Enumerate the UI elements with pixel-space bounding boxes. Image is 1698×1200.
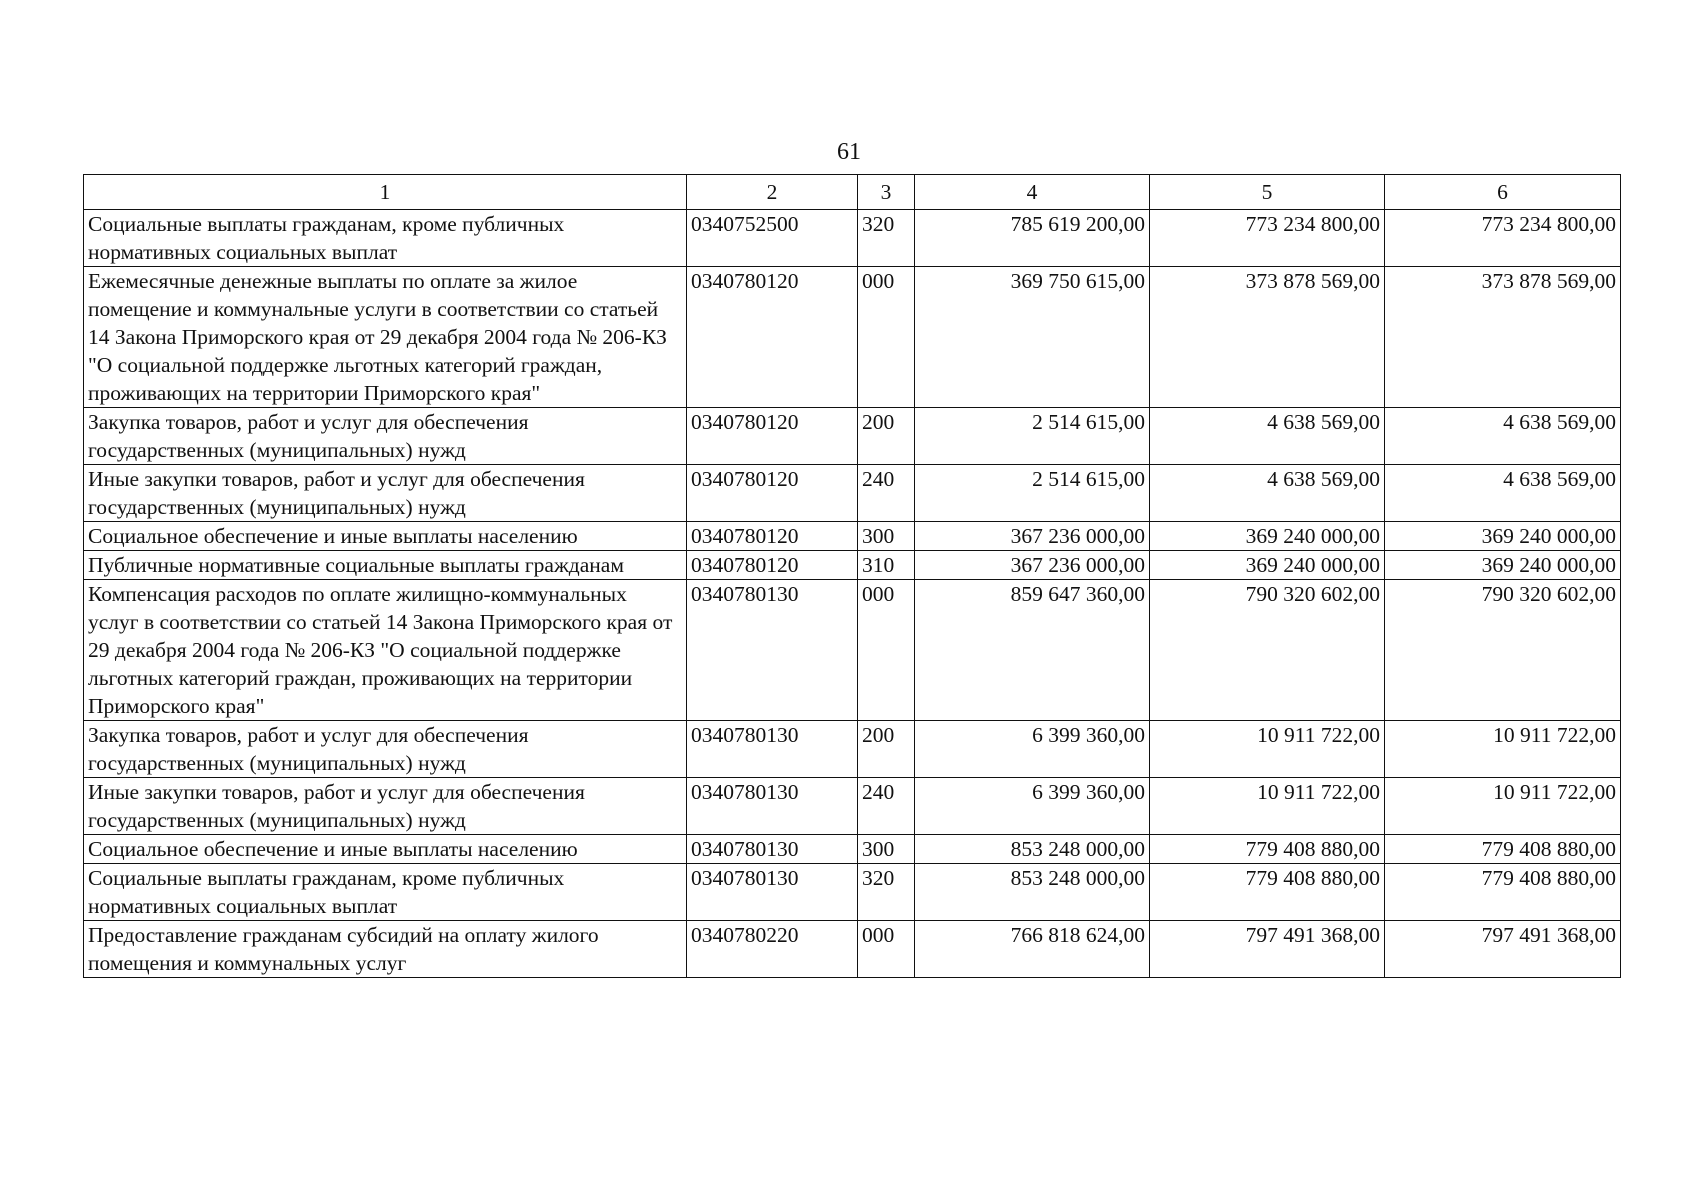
expense-name: Ежемесячные денежные выплаты по оплате за жилое помещение и коммунальные услуги в соответствии со статьей 14 Закона Приморского края от 29 декабря 2004 года № 206-КЗ "О социальной поддержке льготных категорий граждан, проживающих на территории Приморского края" <box>84 267 687 408</box>
amount-col5: 369 240 000,00 <box>1150 522 1385 551</box>
amount-col5: 4 638 569,00 <box>1150 408 1385 465</box>
expense-type-code: 300 <box>858 835 915 864</box>
target-code: 0340780220 <box>687 921 858 978</box>
expense-name: Социальное обеспечение и иные выплаты населению <box>84 835 687 864</box>
amount-col5: 797 491 368,00 <box>1150 921 1385 978</box>
amount-col6: 4 638 569,00 <box>1385 465 1621 522</box>
expense-name: Закупка товаров, работ и услуг для обеспечения государственных (муниципальных) нужд <box>84 721 687 778</box>
amount-col5: 779 408 880,00 <box>1150 864 1385 921</box>
expense-type-code: 200 <box>858 408 915 465</box>
amount-col4: 859 647 360,00 <box>915 580 1150 721</box>
expense-type-code: 320 <box>858 864 915 921</box>
expense-type-code: 200 <box>858 721 915 778</box>
amount-col5: 773 234 800,00 <box>1150 210 1385 267</box>
column-header-2: 2 <box>687 175 858 210</box>
amount-col4: 853 248 000,00 <box>915 835 1150 864</box>
expense-name: Социальные выплаты гражданам, кроме публичных нормативных социальных выплат <box>84 210 687 267</box>
expense-type-code: 000 <box>858 580 915 721</box>
target-code: 0340780120 <box>687 408 858 465</box>
table-row <box>84 522 1621 551</box>
amount-col4: 369 750 615,00 <box>915 267 1150 408</box>
target-code: 0340780130 <box>687 778 858 835</box>
target-code: 0340780120 <box>687 465 858 522</box>
table-row <box>84 267 1621 408</box>
column-header-4: 4 <box>915 175 1150 210</box>
amount-col4: 785 619 200,00 <box>915 210 1150 267</box>
expense-name: Публичные нормативные социальные выплаты гражданам <box>84 551 687 580</box>
amount-col6: 779 408 880,00 <box>1385 835 1621 864</box>
table-header-row <box>84 175 1621 210</box>
table-row <box>84 778 1621 835</box>
expense-name: Иные закупки товаров, работ и услуг для обеспечения государственных (муниципальных) нужд <box>84 778 687 835</box>
amount-col4: 367 236 000,00 <box>915 522 1150 551</box>
target-code: 0340780120 <box>687 551 858 580</box>
amount-col6: 797 491 368,00 <box>1385 921 1621 978</box>
amount-col6: 369 240 000,00 <box>1385 522 1621 551</box>
amount-col6: 10 911 722,00 <box>1385 778 1621 835</box>
expense-type-code: 240 <box>858 465 915 522</box>
column-header-1: 1 <box>84 175 687 210</box>
amount-col4: 2 514 615,00 <box>915 465 1150 522</box>
page-number: 61 <box>837 139 861 165</box>
budget-table <box>83 174 1621 978</box>
amount-col5: 790 320 602,00 <box>1150 580 1385 721</box>
target-code: 0340780120 <box>687 522 858 551</box>
amount-col5: 10 911 722,00 <box>1150 778 1385 835</box>
amount-col4: 6 399 360,00 <box>915 778 1150 835</box>
amount-col5: 373 878 569,00 <box>1150 267 1385 408</box>
table-row <box>84 408 1621 465</box>
table-row <box>84 551 1621 580</box>
amount-col6: 790 320 602,00 <box>1385 580 1621 721</box>
amount-col5: 779 408 880,00 <box>1150 835 1385 864</box>
expense-type-code: 000 <box>858 267 915 408</box>
column-header-3: 3 <box>858 175 915 210</box>
expense-type-code: 240 <box>858 778 915 835</box>
amount-col6: 773 234 800,00 <box>1385 210 1621 267</box>
target-code: 0340780120 <box>687 267 858 408</box>
amount-col6: 373 878 569,00 <box>1385 267 1621 408</box>
amount-col4: 853 248 000,00 <box>915 864 1150 921</box>
column-header-5: 5 <box>1150 175 1385 210</box>
table-row <box>84 835 1621 864</box>
amount-col5: 4 638 569,00 <box>1150 465 1385 522</box>
expense-type-code: 320 <box>858 210 915 267</box>
table-row <box>84 721 1621 778</box>
expense-type-code: 300 <box>858 522 915 551</box>
amount-col4: 367 236 000,00 <box>915 551 1150 580</box>
table-row <box>84 921 1621 978</box>
amount-col5: 10 911 722,00 <box>1150 721 1385 778</box>
amount-col6: 779 408 880,00 <box>1385 864 1621 921</box>
target-code: 0340752500 <box>687 210 858 267</box>
target-code: 0340780130 <box>687 580 858 721</box>
expense-name: Социальные выплаты гражданам, кроме публичных нормативных социальных выплат <box>84 864 687 921</box>
target-code: 0340780130 <box>687 864 858 921</box>
amount-col4: 6 399 360,00 <box>915 721 1150 778</box>
amount-col6: 10 911 722,00 <box>1385 721 1621 778</box>
amount-col4: 2 514 615,00 <box>915 408 1150 465</box>
table-row <box>84 864 1621 921</box>
amount-col6: 369 240 000,00 <box>1385 551 1621 580</box>
column-header-6: 6 <box>1385 175 1621 210</box>
expense-name: Предоставление гражданам субсидий на оплату жилого помещения и коммунальных услуг <box>84 921 687 978</box>
table-row <box>84 210 1621 267</box>
expense-type-code: 000 <box>858 921 915 978</box>
expense-name: Иные закупки товаров, работ и услуг для обеспечения государственных (муниципальных) нужд <box>84 465 687 522</box>
amount-col6: 4 638 569,00 <box>1385 408 1621 465</box>
target-code: 0340780130 <box>687 835 858 864</box>
expense-name: Закупка товаров, работ и услуг для обеспечения государственных (муниципальных) нужд <box>84 408 687 465</box>
table-row <box>84 465 1621 522</box>
expense-type-code: 310 <box>858 551 915 580</box>
amount-col4: 766 818 624,00 <box>915 921 1150 978</box>
table-row <box>84 580 1621 721</box>
expense-name: Социальное обеспечение и иные выплаты населению <box>84 522 687 551</box>
expense-name: Компенсация расходов по оплате жилищно-коммунальных услуг в соответствии со статьей 14 Закона Приморского края от 29 декабря 2004 года № 206-КЗ "О социальной поддержке льготных категорий граждан, проживающих на территории Приморского края" <box>84 580 687 721</box>
target-code: 0340780130 <box>687 721 858 778</box>
amount-col5: 369 240 000,00 <box>1150 551 1385 580</box>
